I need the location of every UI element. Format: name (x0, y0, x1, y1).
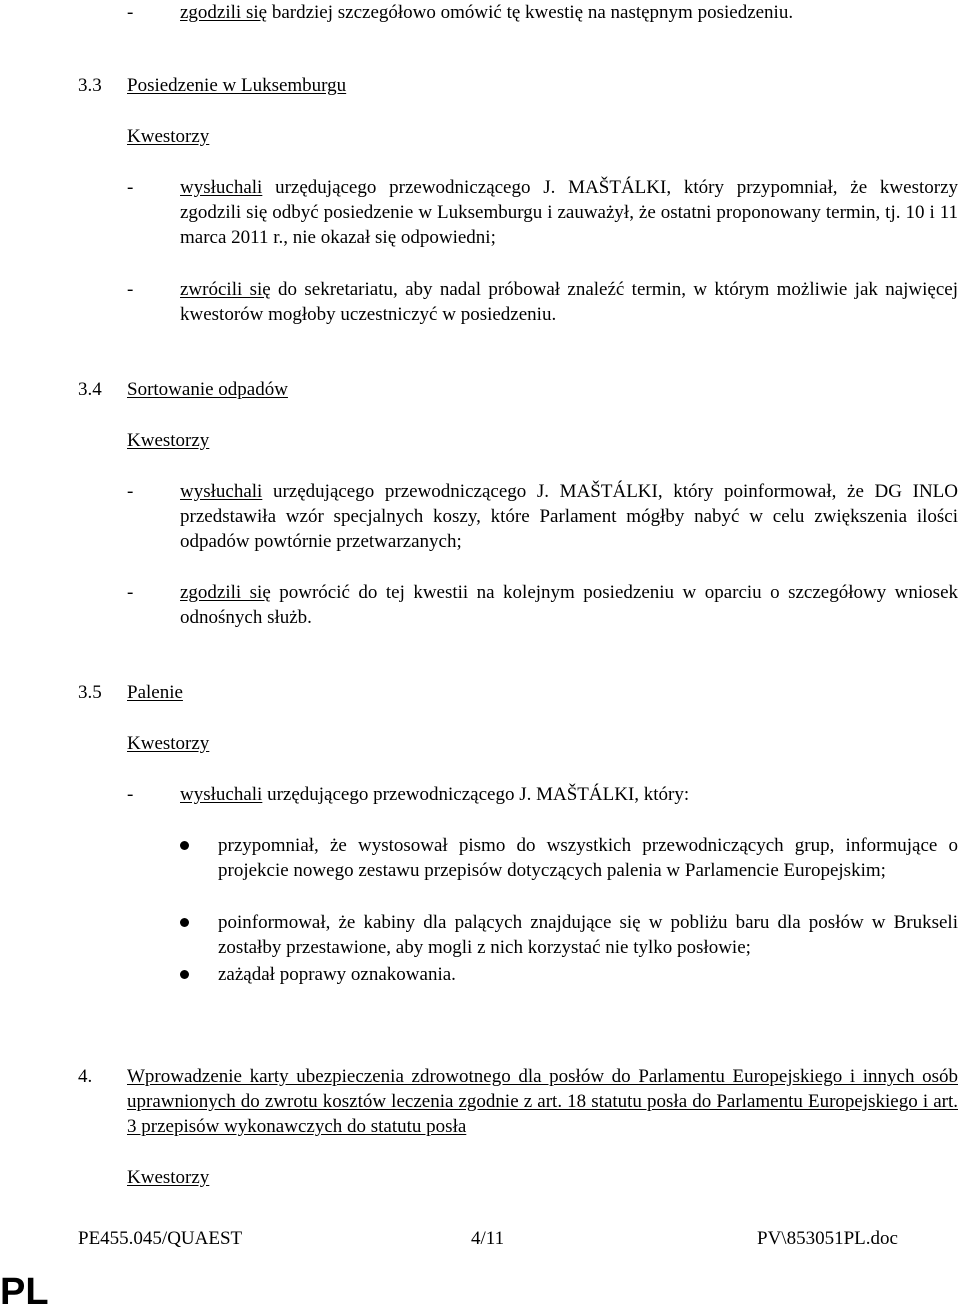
item-dash: - (127, 2, 134, 23)
item-dash: - (127, 784, 134, 805)
item-text: do sekretariatu, aby nadal próbował znaleźć termin, w którym możliwie jak najwięcej kwestorów mogłoby uczestniczyć w posiedzeniu. (180, 279, 959, 325)
item-verb: zgodzili się (180, 582, 271, 603)
item-text: urzędującego przewodniczącego J. MAŠTÁLKI, który: (262, 784, 690, 805)
kwestorzy-label: Kwestorzy (127, 1167, 210, 1188)
section-number: 3.4 (78, 379, 102, 400)
section-number: 4. (78, 1066, 93, 1087)
list-item (127, 175, 958, 250)
list-item (127, 277, 958, 327)
item-text: urzędującego przewodniczącego J. MAŠTÁLKI, który przypomniał, że kwestorzy zgodzili się odbyć posiedzenie w Luksemburgu i zauważył, że ostatni proponowany termin, tj. 10 i 11 marca 2011 r., nie okazał się odpowiedni; (180, 177, 958, 248)
section-title: Wprowadzenie karty ubezpieczenia zdrowotnego dla posłów do Parlamentu Europejskiego i innych osób uprawnionych do zwrotu kosztów leczenia zgodnie z art. 18 statutu posła do Parlamentu Europejskiego i art. 3 przepisów wykonawczych do statutu posła (127, 1066, 958, 1137)
section-number: 3.5 (78, 682, 102, 703)
bullet-item (180, 910, 958, 960)
list-item (127, 580, 958, 630)
item-dash: - (127, 582, 134, 603)
item-verb: zwrócili się (180, 279, 271, 300)
item-text: powrócić do tej kwestii na kolejnym posiedzeniu w oparciu o szczegółowy wniosek odnośnych służb. (180, 582, 959, 628)
item-dash: - (127, 279, 134, 300)
section-number: 3.3 (78, 75, 102, 96)
list-item (127, 479, 958, 554)
item-dash: - (127, 481, 134, 502)
footer-document-reference: PE455.045/QUAEST (78, 1228, 243, 1249)
bullet-item (180, 833, 958, 883)
kwestorzy-label: Kwestorzy (127, 126, 210, 147)
item-verb: zgodzili się (180, 2, 268, 23)
item-verb: wysłuchali (180, 784, 263, 805)
item-text: urzędującego przewodniczącego J. MAŠTÁLKI, który poinformował, że DG INLO przedstawiła wzór specjalnych koszy, które Parlament mógłby nabyć w celu zwiększenia ilości odpadów powtórnie przetwarzanych; (180, 481, 958, 552)
section-title: Posiedzenie w Luksemburgu (127, 75, 347, 96)
continued-item (127, 0, 958, 25)
bullet-item (180, 962, 958, 987)
footer-filename: PV\853051PL.doc (757, 1228, 898, 1249)
footer-page-number: 4/11 (471, 1228, 505, 1249)
bullet-text: zażądał poprawy oznakowania. (218, 964, 456, 985)
item-verb: wysłuchali (180, 481, 263, 502)
kwestorzy-label: Kwestorzy (127, 733, 210, 754)
item-text: bardziej szczegółowo omówić tę kwestię na następnym posiedzeniu. (267, 2, 794, 23)
bullet-dot-icon (180, 918, 189, 927)
kwestorzy-label: Kwestorzy (127, 430, 210, 451)
bullet-text: poinformował, że kabiny dla palących znajdujące się w pobliżu baru dla posłów w Brukseli zostałby przestawione, aby mogli z nich korzystać nie tylko posłowie; (218, 912, 958, 958)
language-tag: PL (0, 1271, 49, 1313)
bullet-text: przypomniał, że wystosował pismo do wszystkich przewodniczących grup, informujące o projekcie nowego zestawu przepisów dotyczących palenia w Parlamencie Europejskim; (218, 835, 958, 881)
bullet-dot-icon (180, 970, 189, 979)
item-verb: wysłuchali (180, 177, 263, 198)
section-title: Sortowanie odpadów (127, 379, 288, 400)
section-title: Palenie (127, 682, 183, 703)
item-dash: - (127, 177, 134, 198)
list-item (127, 782, 958, 807)
bullet-dot-icon (180, 841, 189, 850)
section-heading-4 (78, 1064, 958, 1139)
